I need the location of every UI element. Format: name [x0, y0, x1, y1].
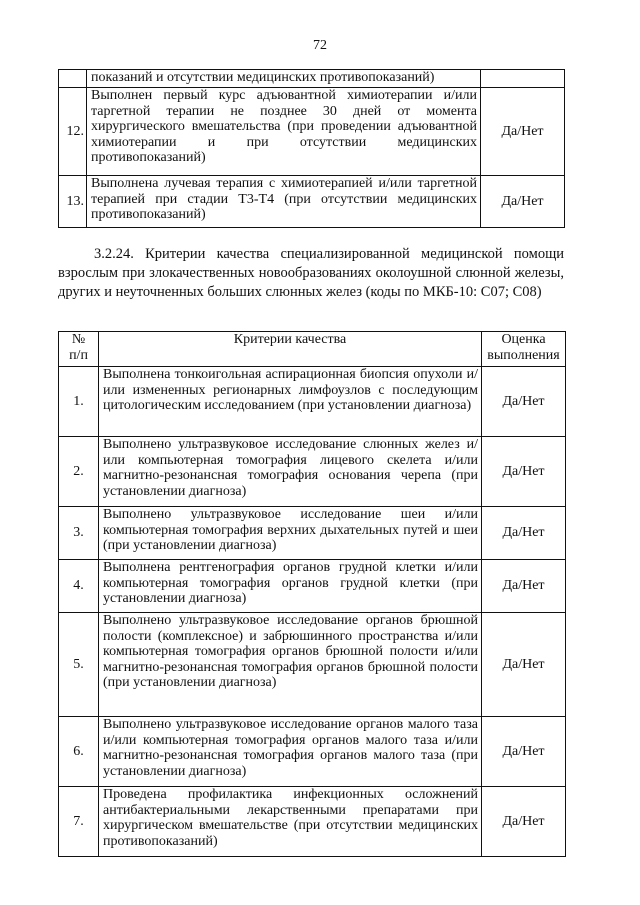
row-number: 2.	[59, 437, 99, 507]
column-header-result: Оценка выполнения	[482, 332, 566, 367]
column-header-criteria: Критерии качества	[99, 332, 482, 367]
table-row	[59, 717, 566, 787]
criterion-text: Выполнена рентгенография органов грудной клетки и/или компьютерная томография органов грудной клетки (при установлении диагноза)	[99, 560, 482, 613]
table-row	[59, 437, 566, 507]
table-row	[59, 787, 566, 857]
criterion-text: Выполнена лучевая терапия с химиотерапией и/или таргетной терапией при стадии Т3-Т4 (при отсутствии медицинских противопоказаний)	[87, 176, 481, 228]
criterion-text: Проведена профилактика инфекционных осложнений антибактериальными лекарственными препаратами при хирургическом вмешательстве (при отсутствии медицинских противопоказаний)	[99, 787, 482, 857]
row-number: 1.	[59, 367, 99, 437]
table-row	[59, 367, 566, 437]
table-row	[59, 176, 565, 228]
result-cell	[481, 70, 565, 88]
row-number: 12.	[59, 88, 87, 176]
result-cell: Да/Нет	[482, 367, 566, 437]
row-number: 4.	[59, 560, 99, 613]
result-cell: Да/Нет	[481, 176, 565, 228]
criterion-text: Выполнен первый курс адъювантной химиотерапии и/или таргетной терапии не позднее 30 дней от момента хирургического вмешательства (при проведении адъювантной химиотерапии и при отсутствии медицинских противопоказаний)	[87, 88, 481, 176]
result-cell: Да/Нет	[482, 560, 566, 613]
section-heading	[58, 245, 564, 302]
row-number: 5.	[59, 613, 99, 717]
page-number: 72	[313, 38, 327, 53]
row-number: 6.	[59, 717, 99, 787]
criterion-text: Выполнено ультразвуковое исследование органов брюшной полости (комплексное) и забрюшинного пространства и/или компьютерная томография органов брюшной полости и/или магнитно-резонансная томография органов брюшной полости (при установлении диагноза)	[99, 613, 482, 717]
result-cell: Да/Нет	[482, 507, 566, 560]
table-row	[59, 88, 565, 176]
result-cell: Да/Нет	[482, 787, 566, 857]
row-number	[59, 70, 87, 88]
table-header-row	[59, 332, 566, 367]
row-number: 7.	[59, 787, 99, 857]
table-row	[59, 560, 566, 613]
result-cell: Да/Нет	[482, 613, 566, 717]
column-header-number: № п/п	[59, 332, 99, 367]
result-cell: Да/Нет	[482, 717, 566, 787]
table-row	[59, 613, 566, 717]
criterion-text: Выполнено ультразвуковое исследование слюнных желез и/или компьютерная томография лицевого скелета и/или магнитно-резонансная томография основания черепа (при установлении диагноза)	[99, 437, 482, 507]
criteria-table	[58, 331, 566, 857]
row-number: 13.	[59, 176, 87, 228]
criteria-table-continued	[58, 69, 565, 228]
row-number: 3.	[59, 507, 99, 560]
table-row	[59, 507, 566, 560]
table-row	[59, 70, 565, 88]
result-cell: Да/Нет	[481, 88, 565, 176]
result-cell: Да/Нет	[482, 437, 566, 507]
criterion-text: Выполнено ультразвуковое исследование органов малого таза и/или компьютерная томография органов малого таза и/или магнитно-резонансная томография органов малого таза (при установлении диагноза)	[99, 717, 482, 787]
criterion-text: Выполнено ультразвуковое исследование шеи и/или компьютерная томография верхних дыхательных путей и шеи (при установлении диагноза)	[99, 507, 482, 560]
section-text: 3.2.24. Критерии качества специализированной медицинской помощи взрослым при злокачественных новообразованиях околоушной слюнной железы, других и неуточненных больших слюнных желез (коды по МКБ-10: С07; С08)	[58, 246, 564, 300]
criterion-text: Выполнена тонкоигольная аспирационная биопсия опухоли и/или измененных регионарных лимфоузлов с последующим цитологическим исследованием (при установлении диагноза)	[99, 367, 482, 437]
criterion-text: показаний и отсутствии медицинских противопоказаний)	[87, 70, 481, 88]
